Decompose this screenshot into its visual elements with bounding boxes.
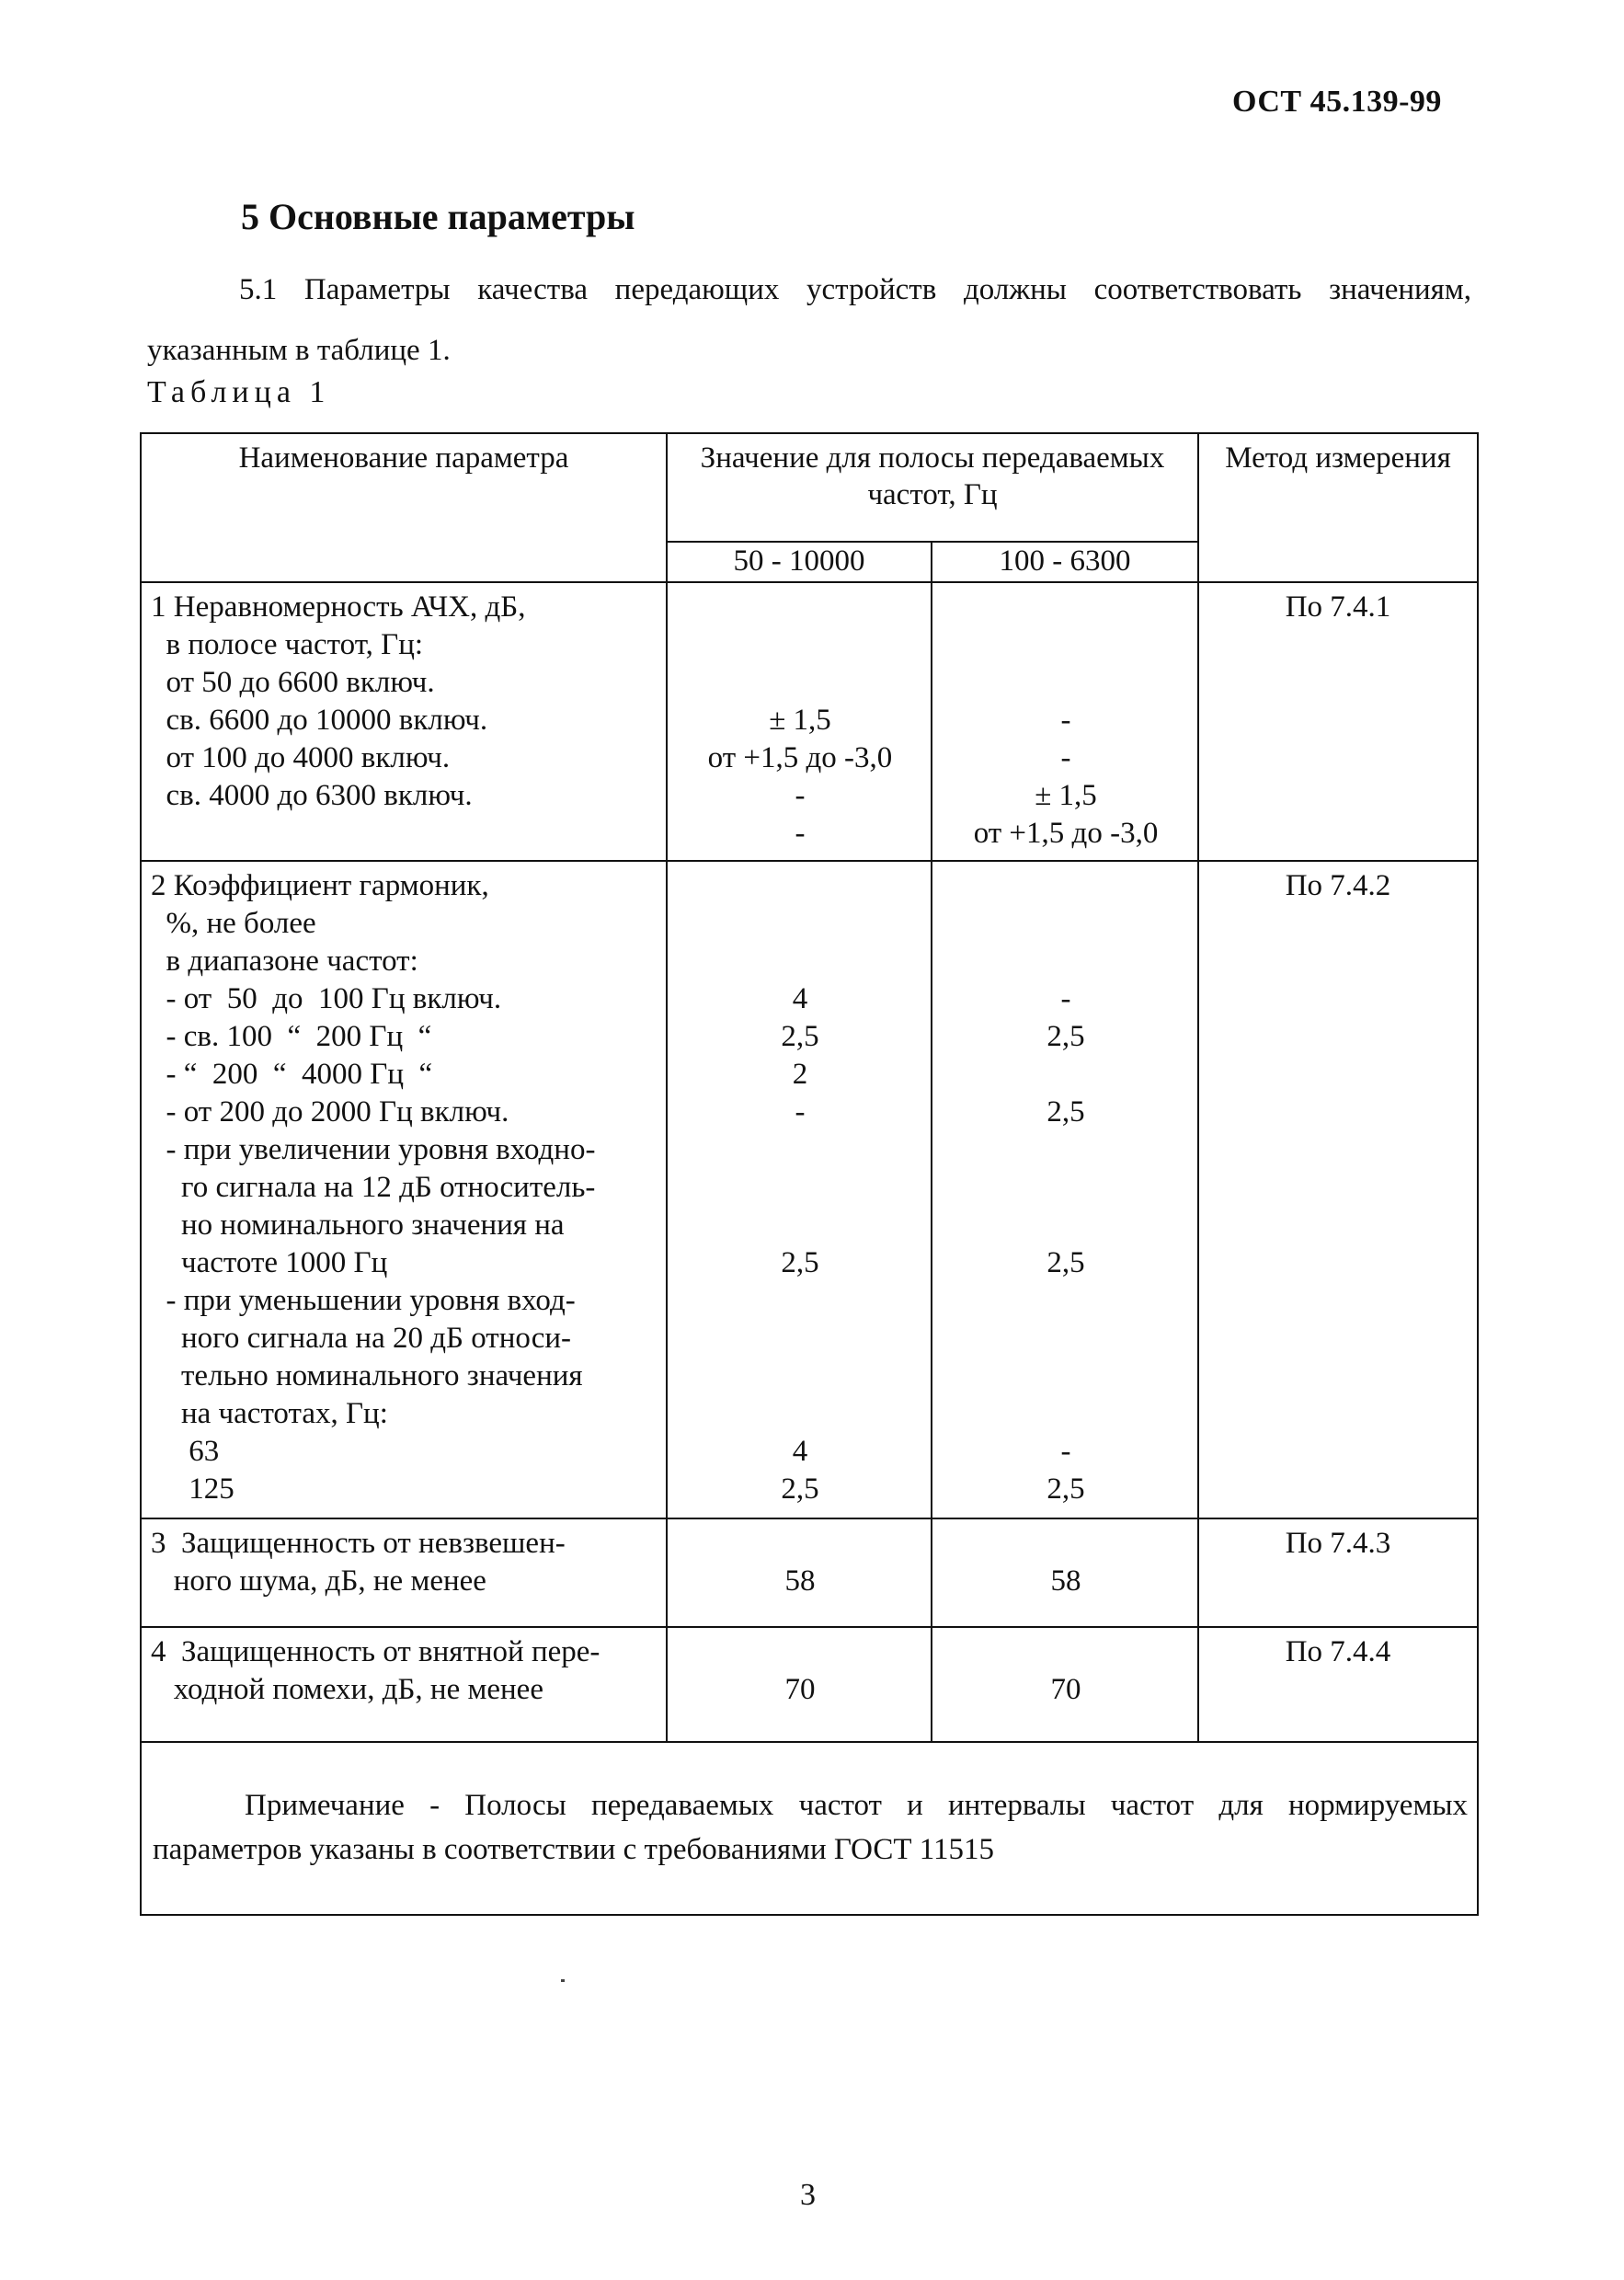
- page-number: 3: [800, 2178, 816, 2212]
- note-row: [141, 1742, 1478, 1915]
- parameter-line: тельно номинального значения: [151, 1359, 583, 1392]
- value-line: [677, 1207, 923, 1244]
- header-parameter-name: Наименование параметра: [141, 433, 667, 582]
- cell-method: По 7.4.4: [1198, 1627, 1478, 1742]
- value-line: 2,5: [781, 1020, 819, 1053]
- cell-method: По 7.4.2: [1198, 861, 1478, 1518]
- value-line: [942, 589, 1190, 626]
- note-cell: [141, 1742, 1478, 1915]
- table-row: [141, 582, 1478, 861]
- header-value: Значение для полосы передаваемых частот, Гц: [667, 433, 1198, 542]
- value-line: [677, 905, 923, 943]
- header-method: Метод измерения: [1198, 433, 1478, 582]
- value-line: [942, 1633, 1190, 1671]
- value-line: [677, 1131, 923, 1169]
- cell-parameter: [141, 861, 667, 1518]
- document-code: ОСТ 45.139-99: [1232, 85, 1442, 119]
- parameter-line: от 50 до 6600 включ.: [151, 666, 435, 699]
- parameter-line: св. 6600 до 10000 включ.: [151, 704, 488, 737]
- value-line: 2,5: [1046, 1472, 1085, 1506]
- parameter-line: - от 50 до 100 Гц включ.: [151, 982, 502, 1015]
- value-line: [942, 1056, 1190, 1094]
- value-line: -: [1060, 1435, 1071, 1468]
- value-line: -: [795, 779, 806, 812]
- table-row: [141, 1518, 1478, 1627]
- value-line: [942, 905, 1190, 943]
- value-line: [942, 1358, 1190, 1395]
- value-line: -: [795, 817, 806, 850]
- value-line: [942, 1207, 1190, 1244]
- value-line: 58: [1050, 1564, 1081, 1598]
- value-line: 2,5: [781, 1472, 819, 1506]
- value-line: [942, 1320, 1190, 1358]
- value-line: 2,5: [1046, 1020, 1085, 1053]
- value-line: 2,5: [1046, 1246, 1085, 1279]
- parameter-line: - св. 100 “ 200 Гц “: [151, 1020, 432, 1053]
- value-line: -: [795, 1095, 806, 1129]
- value-line: 70: [784, 1673, 816, 1706]
- parameter-line: ного шума, дБ, не менее: [151, 1564, 486, 1598]
- value-line: 2: [792, 1058, 808, 1091]
- parameters-table: [140, 432, 1477, 1916]
- value-line: [677, 626, 923, 664]
- cell-value-100-6300: [932, 1627, 1198, 1742]
- value-line: -: [1060, 982, 1071, 1015]
- parameter-line: св. 4000 до 6300 включ.: [151, 779, 473, 812]
- value-line: [677, 1320, 923, 1358]
- value-line: -: [1060, 704, 1071, 737]
- parameter-line: ходной помехи, дБ, не менее: [151, 1673, 543, 1706]
- table-row: [141, 861, 1478, 1518]
- cell-value-100-6300: [932, 1518, 1198, 1627]
- cell-parameter: [141, 582, 667, 861]
- value-line: [677, 1525, 923, 1563]
- parameter-line: на частотах, Гц:: [151, 1397, 388, 1430]
- value-line: [942, 1169, 1190, 1207]
- section-title: 5 Основные параметры: [241, 196, 635, 237]
- value-line: [942, 1525, 1190, 1563]
- cell-parameter: [141, 1627, 667, 1742]
- value-line: [942, 1395, 1190, 1433]
- cell-value-50-10000: [667, 1627, 932, 1742]
- value-line: 4: [792, 982, 808, 1015]
- value-line: [677, 1169, 923, 1207]
- parameter-line: частоте 1000 Гц: [151, 1246, 388, 1279]
- cell-value-100-6300: [932, 861, 1198, 1518]
- parameter-line: но номинального значения на: [151, 1209, 565, 1242]
- value-line: -: [1060, 741, 1071, 774]
- value-line: 4: [792, 1435, 808, 1468]
- parameter-line: 63: [151, 1435, 220, 1468]
- parameter-line: 1 Неравномерность АЧХ, дБ,: [151, 590, 526, 624]
- parameter-line: 125: [151, 1472, 234, 1506]
- value-line: [942, 664, 1190, 702]
- parameter-line: - “ 200 “ 4000 Гц “: [151, 1058, 433, 1091]
- header-band-50-10000: 50 - 10000: [667, 542, 932, 582]
- value-line: [677, 867, 923, 905]
- value-line: [942, 867, 1190, 905]
- value-line: [677, 943, 923, 980]
- cell-method: По 7.4.3: [1198, 1518, 1478, 1627]
- cell-value-100-6300: [932, 582, 1198, 861]
- value-line: [677, 1282, 923, 1320]
- table-note: Примечание - Полосы передаваемых частот и интервалы частот для нормируемых параметров указаны в соответствии с требованиями ГОСТ 11515: [153, 1789, 1469, 1866]
- value-line: [677, 664, 923, 702]
- parameter-line: 3 Защищенность от невзвешен-: [151, 1527, 566, 1560]
- table-row: [141, 1627, 1478, 1742]
- value-line: ± 1,5: [769, 704, 831, 737]
- parameter-line: - при уменьшении уровня вход-: [151, 1284, 576, 1317]
- value-line: 58: [784, 1564, 816, 1598]
- value-line: [677, 1633, 923, 1671]
- parameter-line: от 100 до 4000 включ.: [151, 741, 451, 774]
- value-line: 2,5: [781, 1246, 819, 1279]
- value-line: от +1,5 до -3,0: [973, 817, 1159, 850]
- cell-value-50-10000: [667, 582, 932, 861]
- parameter-line: в полосе частот, Гц:: [151, 628, 424, 661]
- value-line: [677, 1395, 923, 1433]
- parameter-line: %, не более: [151, 907, 316, 940]
- value-line: ± 1,5: [1035, 779, 1097, 812]
- parameter-line: - при увеличении уровня входно-: [151, 1133, 596, 1166]
- value-line: [942, 626, 1190, 664]
- cell-value-50-10000: [667, 1518, 932, 1627]
- intro-paragraph: 5.1 Параметры качества передающих устройств должны соответствовать значениям, указанным в таблице 1.: [147, 273, 1471, 367]
- value-line: [942, 1131, 1190, 1169]
- parameter-line: го сигнала на 12 дБ относитель-: [151, 1171, 596, 1204]
- value-line: [942, 1282, 1190, 1320]
- parameter-line: 4 Защищенность от внятной пере-: [151, 1635, 600, 1668]
- cell-method: По 7.4.1: [1198, 582, 1478, 861]
- parameter-line: - от 200 до 2000 Гц включ.: [151, 1095, 509, 1129]
- header-band-100-6300: 100 - 6300: [932, 542, 1198, 582]
- value-line: [677, 1358, 923, 1395]
- value-line: 70: [1050, 1673, 1081, 1706]
- cell-value-50-10000: [667, 861, 932, 1518]
- value-line: [677, 589, 923, 626]
- value-line: [942, 943, 1190, 980]
- parameter-line: в диапазоне частот:: [151, 945, 418, 978]
- table-caption: Таблица 1: [147, 375, 331, 409]
- stray-dot: [561, 1979, 565, 1982]
- cell-parameter: [141, 1518, 667, 1627]
- parameter-line: ного сигнала на 20 дБ относи-: [151, 1322, 571, 1355]
- value-line: от +1,5 до -3,0: [707, 741, 893, 774]
- parameter-line: 2 Коэффициент гармоник,: [151, 869, 489, 902]
- value-line: 2,5: [1046, 1095, 1085, 1129]
